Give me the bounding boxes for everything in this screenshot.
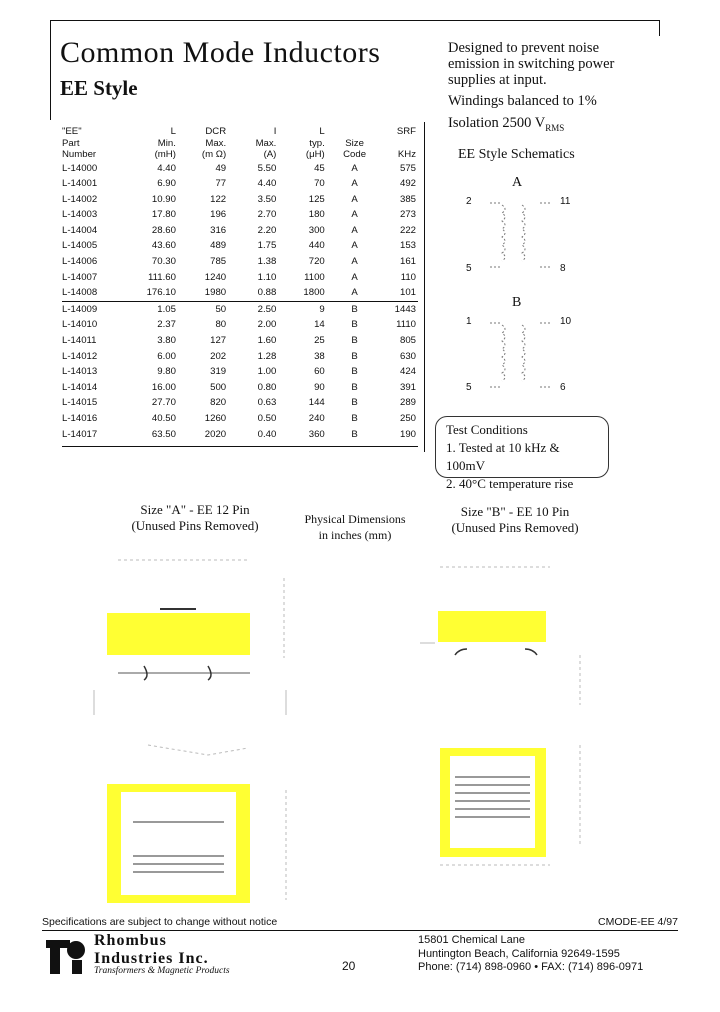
pin-a-5: 5 [466,263,472,274]
table-cell: 1.00 [257,366,277,378]
table-cell: 2.00 [257,319,277,331]
table-cell: 43.60 [151,240,176,252]
table-cell: L-14002 [62,193,98,205]
spec-table [62,126,418,442]
header-rule-left [50,20,51,120]
table-cell: A [351,224,358,236]
test-condition-2: 2. 40°C temperature rise [446,476,574,491]
table-cell: 25 [314,335,325,347]
table-cell: B [351,350,358,362]
schematic-b-label: B [512,295,522,310]
table-cell: L-14008 [62,287,98,299]
table-cell: 1.60 [257,335,277,347]
feature-line-3: supplies at input. [448,72,547,88]
table-row [62,238,418,254]
page-number: 20 [342,959,356,973]
table-cell: 360 [308,428,325,440]
table-cell: 0.50 [257,413,277,424]
table-row [62,223,418,239]
isolation-spec [448,115,564,136]
table-cell: 1110 [396,319,416,331]
size-b-title-text: Size "B" - EE 10 Pin [460,504,570,519]
size-b-drawing [400,545,615,910]
table-cell: B [351,381,358,393]
table-row [62,333,418,349]
table-cell: 127 [210,335,227,347]
table-cell: 6.90 [157,178,176,190]
table-cell: L-14009 [62,301,128,317]
table-cell: 805 [399,335,416,347]
table-cell: 489 [210,240,227,252]
table-cell: 190 [399,428,416,440]
table-cell: B [351,335,358,347]
isolation-text: Isolation 2500 V [448,115,546,131]
table-row [62,411,418,427]
table-cell: 10.90 [151,193,176,205]
table-cell: 110 [400,271,416,283]
table-cell: A [351,209,358,221]
table-cell: A [351,271,358,283]
size-a-title [110,502,280,534]
table-cell: 630 [399,350,416,362]
table-cell: 28.60 [151,224,176,236]
table-cell: 2.37 [157,319,176,331]
physical-dimensions-title [290,511,420,543]
table-cell: 492 [399,178,416,190]
page-title: Common Mode Inductors [60,36,381,69]
table-cell: 27.70 [151,397,176,409]
table-cell: 176.10 [146,287,176,299]
table-cell: 153 [399,240,416,252]
table-cell: 180 [308,209,325,221]
table-cell: 50 [180,301,230,317]
table-cell: L-14014 [62,381,98,393]
table-cell: 391 [399,381,416,393]
col-dcr: DCR Max. (m Ω) [201,126,227,160]
schematics-title: EE Style Schematics [458,147,575,162]
pin-a-8: 8 [560,263,566,274]
table-header-row [62,126,418,161]
table-cell: B [351,413,358,424]
table-cell: 500 [210,381,227,393]
table-cell: 3.80 [157,335,176,347]
table-cell: A [351,193,358,205]
table-cell: L-14004 [62,224,98,236]
schematic-b-coils [490,323,550,387]
table-row [62,364,418,380]
company-tagline: Transformers & Magnetic Products [94,966,230,976]
table-row [62,161,418,177]
table-row [62,176,418,192]
table-row [62,395,418,411]
physical-subtitle: in inches (mm) [318,528,392,542]
feature-line-2: emission in switching power [448,56,615,72]
table-cell: 300 [308,224,325,236]
table-row [62,427,418,443]
table-row [62,285,418,301]
table-cell: 1.05 [128,301,180,317]
table-cell: 6.00 [157,350,176,362]
table-cell: B [333,301,377,317]
table-cell: 90 [314,381,325,393]
table-cell: L-14007 [62,271,98,283]
table-cell: 125 [308,193,325,205]
footer-disclaimer: Specifications are subject to change without notice [42,916,278,928]
address-line-1: 15801 Chemical Lane [418,934,526,946]
company-name-line-2: Industries Inc. [94,950,209,967]
pin-b-10: 10 [560,316,572,327]
company-name [94,932,209,968]
table-cell: 1.38 [257,256,277,268]
table-cell: 820 [210,397,227,409]
table-cell: 196 [210,209,227,221]
table-cell: 424 [399,366,416,378]
table-cell: 80 [215,319,227,331]
table-cell: 0.80 [257,381,277,393]
table-cell: 16.00 [151,381,176,393]
table-cell: 70 [314,178,325,190]
table-bottom-rule [62,446,418,447]
table-cell: 4.40 [157,162,176,174]
table-cell: L-14005 [62,240,98,252]
table-cell: 9.80 [157,366,176,378]
table-cell: L-14010 [62,319,98,331]
table-cell: L-14012 [62,350,98,362]
table-cell: 161 [399,256,416,268]
table-cell: 122 [210,193,227,205]
table-cell: L-14016 [62,413,98,424]
table-cell: 222 [399,224,416,236]
size-a-title-text: Size "A" - EE 12 Pin [140,502,250,517]
col-l-min: L Min. (mH) [154,126,176,160]
table-cell: A [351,162,358,174]
table-cell: 17.80 [151,209,176,221]
table-cell: 2.20 [257,224,277,236]
physical-title-text: Physical Dimensions [304,512,406,526]
table-cell: 60 [314,366,325,378]
table-row [62,270,418,286]
table-cell: 38 [314,350,325,362]
pin-a-2: 2 [466,196,472,207]
size-a-top-mark [160,608,196,610]
table-cell: 0.40 [257,428,277,440]
test-conditions-title: Test Conditions [446,422,528,437]
table-cell: 40.50 [151,413,176,424]
table-row [62,380,418,396]
schematic-a-label: A [512,175,523,190]
table-row [62,349,418,365]
table-cell: B [351,366,358,378]
size-a-side-body [107,613,250,655]
col-size: Size Code [343,137,367,160]
table-cell: 0.63 [257,397,277,409]
table-cell: 45 [314,162,325,174]
table-cell: L-14017 [62,428,98,440]
test-condition-1: 1. Tested at 10 kHz & 100mV [446,440,560,473]
rhombus-logo-icon [44,936,88,978]
table-cell: L-14001 [62,178,98,190]
table-cell: 785 [210,256,227,268]
table-cell: 14 [314,319,325,331]
company-name-line-1: Rhombus [94,932,167,949]
pin-b-6: 6 [560,382,566,393]
table-cell: 720 [308,256,325,268]
size-a-drawing [78,540,318,910]
table-cell: 2.70 [257,209,277,221]
table-cell: 202 [210,350,227,362]
col-part: "EE" Part Number [62,126,97,160]
table-row [62,192,418,208]
table-cell: 0.88 [257,287,277,299]
table-cell: 250 [399,413,416,424]
table-cell: 1443 [376,301,418,317]
feature-line-1: Designed to prevent noise [448,40,600,56]
table-cell: L-14003 [62,209,98,221]
table-cell: 385 [399,193,416,205]
table-cell: 63.50 [151,428,176,440]
table-cell: A [351,256,358,268]
table-cell: 70.30 [151,256,176,268]
table-cell: B [351,319,358,331]
col-l-typ: L typ. (μH) [305,126,325,160]
size-b-bottom-window [450,756,535,848]
table-cell: 273 [399,209,416,221]
table-cell: 1.75 [257,240,277,252]
feature-line-4: Windings balanced to 1% [448,93,597,109]
table-cell: L-14013 [62,366,98,378]
address-line-2: Huntington Beach, California 92649-1595 [418,947,620,960]
table-cell: 77 [215,178,227,190]
size-a-subtitle: (Unused Pins Removed) [131,518,259,533]
table-right-rule [424,122,425,452]
size-b-pins [455,649,537,655]
table-cell: 1240 [204,271,227,283]
table-cell: A [351,287,358,299]
table-row [62,254,418,270]
table-row [62,207,418,223]
table-cell: 111.60 [148,271,176,283]
test-conditions-box [435,416,609,491]
table-cell: 2.50 [230,301,280,317]
table-cell: 240 [308,413,325,424]
pin-a-11: 11 [560,196,571,207]
table-cell: 575 [399,162,416,174]
table-cell: L-14006 [62,256,98,268]
col-i-max: I Max. (A) [255,126,277,160]
table-cell: 1.10 [257,271,277,283]
isolation-sub: RMS [545,122,565,133]
table-cell: B [351,428,358,440]
table-cell: 9 [280,301,332,317]
table-cell: A [351,178,358,190]
pin-b-5: 5 [466,382,472,393]
table-cell: 1100 [304,271,325,283]
table-cell: 289 [399,397,416,409]
table-cell: 1800 [303,287,325,299]
table-cell: 1.28 [257,350,277,362]
size-b-subtitle: (Unused Pins Removed) [451,520,579,535]
table-cell: 49 [215,162,227,174]
table-cell: 3.50 [257,193,277,205]
table-cell: L-14015 [62,397,98,409]
table-cell: 144 [308,397,325,409]
table-cell: L-14000 [62,162,98,174]
size-b-title [430,504,600,536]
table-cell: 440 [308,240,325,252]
table-cell: A [351,240,358,252]
footer-doc-code: CMODE-EE 4/97 [598,916,678,928]
table-cell: 1260 [204,413,227,424]
table-cell: 316 [210,224,227,236]
table-row [62,317,418,333]
col-srf: SRF KHz [396,126,416,160]
page-subtitle: EE Style [60,76,138,100]
table-cell: B [351,397,358,409]
table-cell: 4.40 [257,178,277,190]
header-rule-right [659,20,660,36]
table-cell: 319 [210,366,227,378]
phone-fax: Phone: (714) 898-0960 • FAX: (714) 896-0971 [418,961,644,973]
table-cell: 5.50 [257,162,277,174]
company-address [418,934,643,975]
size-b-side-body [438,611,546,642]
table-row [62,301,418,317]
pin-b-1: 1 [466,316,472,327]
size-a-bottom-window [121,792,236,895]
table-cell: 2020 [204,428,227,440]
table-cell: 101 [399,287,416,299]
schematic-drawings [470,195,570,395]
footer-rule [42,930,678,931]
schematic-a-coils [490,203,550,267]
table-cell: 1980 [204,287,227,299]
header-rule-top [50,20,660,21]
table-cell: L-14011 [62,335,97,347]
